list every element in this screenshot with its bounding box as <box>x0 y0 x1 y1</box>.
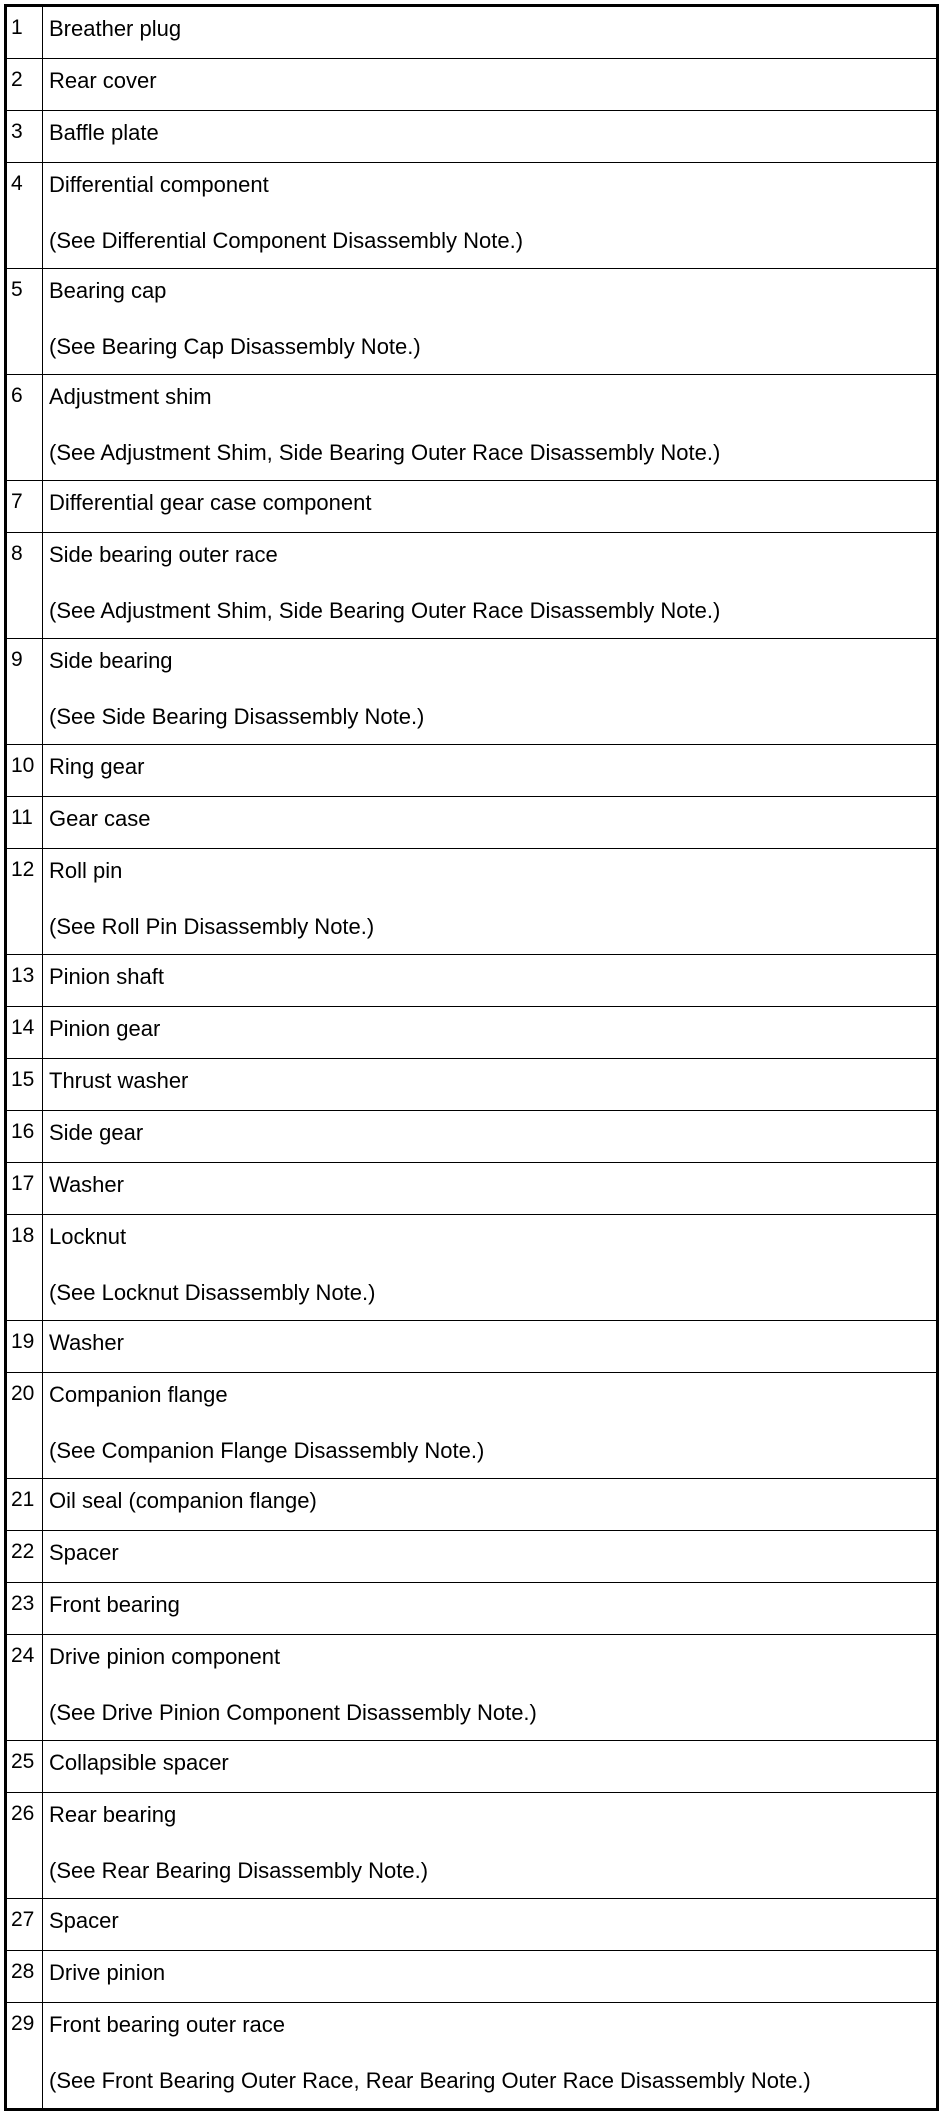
item-number: 5 <box>6 269 43 375</box>
item-name: Pinion gear <box>49 1016 161 1041</box>
item-note: (See Front Bearing Outer Race, Rear Bearing Outer Race Disassembly Note.) <box>49 2068 811 2093</box>
item-name: Differential gear case component <box>49 490 372 515</box>
table-row <box>6 481 938 533</box>
item-description <box>43 1479 938 1531</box>
item-number: 27 <box>6 1899 43 1951</box>
item-number: 17 <box>6 1163 43 1215</box>
item-name: Locknut <box>49 1224 127 1249</box>
item-name: Baffle plate <box>49 120 159 145</box>
item-name: Spacer <box>49 1540 119 1565</box>
item-number: 11 <box>6 797 43 849</box>
item-name: Rear cover <box>49 68 157 93</box>
item-description <box>43 1373 938 1479</box>
table-row <box>6 849 938 955</box>
item-description <box>43 1741 938 1793</box>
item-description <box>43 1215 938 1321</box>
item-note: (See Roll Pin Disassembly Note.) <box>49 914 375 939</box>
table-row <box>6 1899 938 1951</box>
item-name: Bearing cap <box>49 278 167 303</box>
item-name: Adjustment shim <box>49 384 212 409</box>
item-number: 21 <box>6 1479 43 1531</box>
table-row <box>6 6 938 59</box>
table-row <box>6 1321 938 1373</box>
item-number: 15 <box>6 1059 43 1111</box>
item-name: Drive pinion component <box>49 1644 281 1669</box>
parts-table <box>4 4 939 2111</box>
item-description <box>43 849 938 955</box>
table-row <box>6 533 938 639</box>
item-number: 7 <box>6 481 43 533</box>
table-row <box>6 111 938 163</box>
item-number: 18 <box>6 1215 43 1321</box>
item-name: Companion flange <box>49 1382 228 1407</box>
table-row <box>6 1635 938 1741</box>
item-number: 1 <box>6 6 43 59</box>
table-row <box>6 1373 938 1479</box>
item-name: Rear bearing <box>49 1802 177 1827</box>
item-note: (See Locknut Disassembly Note.) <box>49 1280 376 1305</box>
item-description <box>43 59 938 111</box>
item-name: Side gear <box>49 1120 144 1145</box>
item-name: Collapsible spacer <box>49 1750 229 1775</box>
item-name: Thrust washer <box>49 1068 189 1093</box>
item-number: 25 <box>6 1741 43 1793</box>
item-number: 16 <box>6 1111 43 1163</box>
item-number: 13 <box>6 955 43 1007</box>
item-number: 10 <box>6 745 43 797</box>
item-description <box>43 6 938 59</box>
item-number: 20 <box>6 1373 43 1479</box>
table-row <box>6 1479 938 1531</box>
item-description <box>43 1531 938 1583</box>
table-row <box>6 1531 938 1583</box>
item-number: 6 <box>6 375 43 481</box>
parts-table-body <box>6 6 938 2110</box>
table-row <box>6 797 938 849</box>
item-description <box>43 111 938 163</box>
item-number: 22 <box>6 1531 43 1583</box>
item-note: (See Companion Flange Disassembly Note.) <box>49 1438 485 1463</box>
item-description <box>43 269 938 375</box>
table-row <box>6 59 938 111</box>
item-note: (See Bearing Cap Disassembly Note.) <box>49 334 421 359</box>
item-number: 12 <box>6 849 43 955</box>
item-number: 4 <box>6 163 43 269</box>
table-row <box>6 639 938 745</box>
item-name: Front bearing outer race <box>49 2012 286 2037</box>
item-number: 8 <box>6 533 43 639</box>
table-row <box>6 955 938 1007</box>
item-name: Washer <box>49 1330 124 1355</box>
item-number: 24 <box>6 1635 43 1741</box>
item-description <box>43 639 938 745</box>
item-description <box>43 1007 938 1059</box>
item-name: Breather plug <box>49 16 182 41</box>
item-number: 19 <box>6 1321 43 1373</box>
item-description <box>43 2003 938 2110</box>
item-name: Side bearing outer race <box>49 542 278 567</box>
item-description <box>43 1163 938 1215</box>
item-description <box>43 1321 938 1373</box>
item-description <box>43 1059 938 1111</box>
table-row <box>6 1951 938 2003</box>
item-number: 2 <box>6 59 43 111</box>
item-description <box>43 1899 938 1951</box>
table-row <box>6 1007 938 1059</box>
item-description <box>43 1583 938 1635</box>
table-row <box>6 1163 938 1215</box>
item-description <box>43 375 938 481</box>
item-description <box>43 797 938 849</box>
item-name: Ring gear <box>49 754 145 779</box>
item-name: Gear case <box>49 806 151 831</box>
item-number: 9 <box>6 639 43 745</box>
item-name: Pinion shaft <box>49 964 164 989</box>
item-number: 29 <box>6 2003 43 2110</box>
item-name: Spacer <box>49 1908 119 1933</box>
table-row <box>6 1583 938 1635</box>
table-row <box>6 1741 938 1793</box>
table-row <box>6 1111 938 1163</box>
table-row <box>6 1059 938 1111</box>
table-row <box>6 269 938 375</box>
item-note: (See Adjustment Shim, Side Bearing Outer Race Disassembly Note.) <box>49 440 721 465</box>
item-description <box>43 481 938 533</box>
item-note: (See Side Bearing Disassembly Note.) <box>49 704 425 729</box>
item-name: Front bearing <box>49 1592 180 1617</box>
item-description <box>43 1635 938 1741</box>
item-name: Side bearing <box>49 648 173 673</box>
item-note: (See Adjustment Shim, Side Bearing Outer Race Disassembly Note.) <box>49 598 721 623</box>
item-description <box>43 163 938 269</box>
item-note: (See Drive Pinion Component Disassembly Note.) <box>49 1700 537 1725</box>
item-description <box>43 1951 938 2003</box>
item-name: Roll pin <box>49 858 123 883</box>
item-description <box>43 1111 938 1163</box>
table-row <box>6 1215 938 1321</box>
item-description <box>43 955 938 1007</box>
item-note: (See Rear Bearing Disassembly Note.) <box>49 1858 429 1883</box>
item-number: 26 <box>6 1793 43 1899</box>
item-number: 28 <box>6 1951 43 2003</box>
table-row <box>6 375 938 481</box>
item-number: 3 <box>6 111 43 163</box>
table-row <box>6 745 938 797</box>
item-description <box>43 533 938 639</box>
item-name: Differential component <box>49 172 269 197</box>
item-note: (See Differential Component Disassembly Note.) <box>49 228 524 253</box>
item-number: 14 <box>6 1007 43 1059</box>
table-row <box>6 2003 938 2110</box>
item-description <box>43 745 938 797</box>
item-name: Drive pinion <box>49 1960 166 1985</box>
item-number: 23 <box>6 1583 43 1635</box>
table-row <box>6 163 938 269</box>
item-name: Oil seal (companion flange) <box>49 1488 317 1513</box>
item-name: Washer <box>49 1172 124 1197</box>
